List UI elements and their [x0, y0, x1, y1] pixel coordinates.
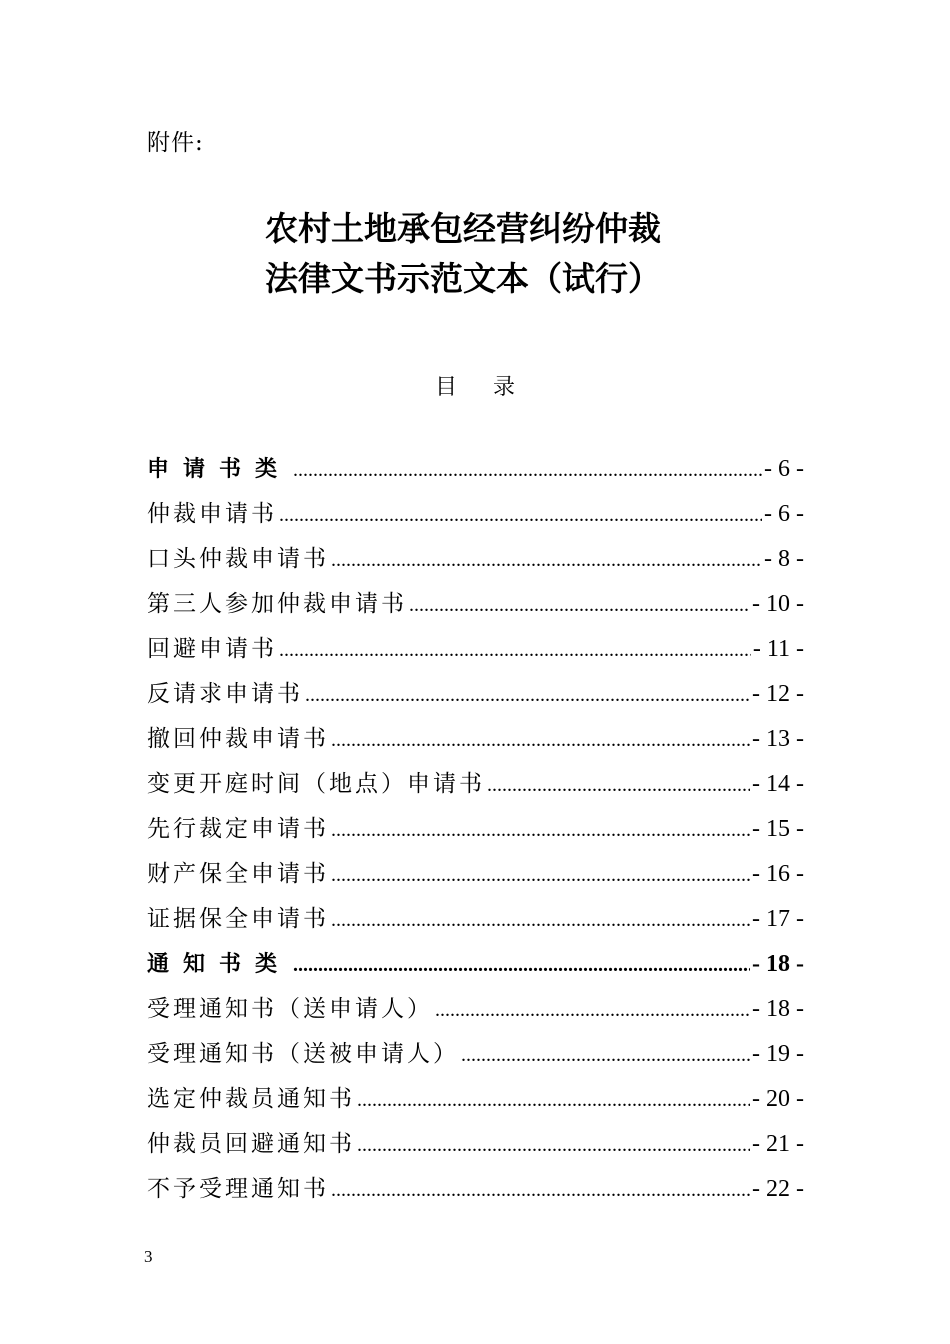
toc-entry[interactable]	[147, 1170, 804, 1215]
toc-leader-dots	[409, 586, 750, 624]
toc-entry-label: 受理通知书（送被申请人）	[147, 1041, 459, 1067]
toc-entry-label: 仲裁申请书	[147, 501, 277, 527]
toc-leader-dots	[435, 991, 750, 1029]
toc-entry[interactable]	[147, 990, 804, 1035]
toc-entry[interactable]	[147, 1080, 804, 1125]
toc-entry-label: 反请求申请书	[147, 681, 303, 707]
page-number: 3	[144, 1247, 153, 1266]
title-line-1: 农村土地承包经营纠纷仲裁	[265, 209, 661, 248]
toc-leader-dots	[331, 541, 762, 579]
toc-entry[interactable]	[147, 810, 804, 855]
toc-leader-dots	[331, 721, 750, 759]
toc-entry-page: - 11 -	[752, 636, 804, 662]
toc-entry[interactable]	[147, 855, 804, 900]
toc-entry-label: 仲裁员回避通知书	[147, 1131, 355, 1157]
toc-entry-page: - 18 -	[752, 996, 804, 1022]
toc-leader-dots	[279, 631, 751, 669]
toc-entry-page: - 15 -	[752, 816, 804, 842]
toc-leader-dots	[357, 1081, 750, 1119]
toc-entry-label: 证据保全申请书	[147, 906, 329, 932]
toc-entry-label: 不予受理通知书	[147, 1176, 329, 1202]
toc-leader-dots	[293, 946, 750, 984]
toc-entry[interactable]	[147, 720, 804, 765]
toc-entry-page: - 10 -	[752, 591, 804, 617]
toc-entry[interactable]	[147, 1125, 804, 1170]
toc-entry-label: 回避申请书	[147, 636, 277, 662]
attachment-label: 附件:	[147, 130, 204, 156]
toc-leader-dots	[293, 451, 762, 489]
toc-entry[interactable]	[147, 540, 804, 585]
toc-category-entry[interactable]	[147, 945, 804, 990]
toc-entry-page: - 21 -	[752, 1131, 804, 1157]
toc-entry-page: - 20 -	[752, 1086, 804, 1112]
toc-entry-label: 申请书类	[147, 457, 292, 482]
toc-entry-page: - 18 -	[752, 951, 804, 977]
toc-entry-label: 先行裁定申请书	[147, 816, 329, 842]
title-line-2: 法律文书示范文本（试行）	[265, 259, 661, 298]
toc-leader-dots	[331, 901, 750, 939]
toc-entry-label: 财产保全申请书	[147, 861, 329, 887]
toc-leader-dots	[357, 1126, 750, 1164]
toc-entry-label: 口头仲裁申请书	[147, 546, 329, 572]
toc-entry-page: - 16 -	[752, 861, 804, 887]
toc-entry-page: - 14 -	[752, 771, 804, 797]
toc-entry[interactable]	[147, 495, 804, 540]
toc-category-entry[interactable]	[147, 450, 804, 495]
toc-heading-char-2: 录	[493, 375, 516, 400]
toc-leader-dots	[461, 1036, 750, 1074]
toc-entry-label: 受理通知书（送申请人）	[147, 996, 433, 1022]
toc-heading	[0, 370, 950, 401]
toc-entry-label: 第三人参加仲裁申请书	[147, 591, 407, 617]
toc-entry[interactable]	[147, 675, 804, 720]
toc-leader-dots	[279, 496, 762, 534]
toc-entry-label: 撤回仲裁申请书	[147, 726, 329, 752]
toc-entry[interactable]	[147, 765, 804, 810]
toc-leader-dots	[331, 811, 750, 849]
toc-entry[interactable]	[147, 585, 804, 630]
toc-entry-page: - 17 -	[752, 906, 804, 932]
table-of-contents	[147, 450, 804, 1215]
toc-entry-page: - 22 -	[752, 1176, 804, 1202]
toc-entry-label: 选定仲裁员通知书	[147, 1086, 355, 1112]
toc-entry-label: 变更开庭时间（地点）申请书	[147, 771, 485, 797]
toc-entry-label: 通知书类	[147, 952, 292, 977]
toc-entry[interactable]	[147, 1035, 804, 1080]
toc-entry[interactable]	[147, 630, 804, 675]
toc-leader-dots	[331, 1171, 750, 1209]
toc-entry-page: - 6 -	[764, 456, 804, 482]
toc-entry-page: - 8 -	[764, 546, 804, 572]
toc-leader-dots	[331, 856, 750, 894]
toc-leader-dots	[305, 676, 750, 714]
toc-leader-dots	[487, 766, 750, 804]
toc-entry-page: - 6 -	[764, 501, 804, 527]
toc-heading-char-1: 目	[434, 375, 457, 400]
document-title	[265, 204, 661, 304]
toc-entry-page: - 12 -	[752, 681, 804, 707]
toc-entry[interactable]	[147, 900, 804, 945]
toc-entry-page: - 19 -	[752, 1041, 804, 1067]
toc-entry-page: - 13 -	[752, 726, 804, 752]
